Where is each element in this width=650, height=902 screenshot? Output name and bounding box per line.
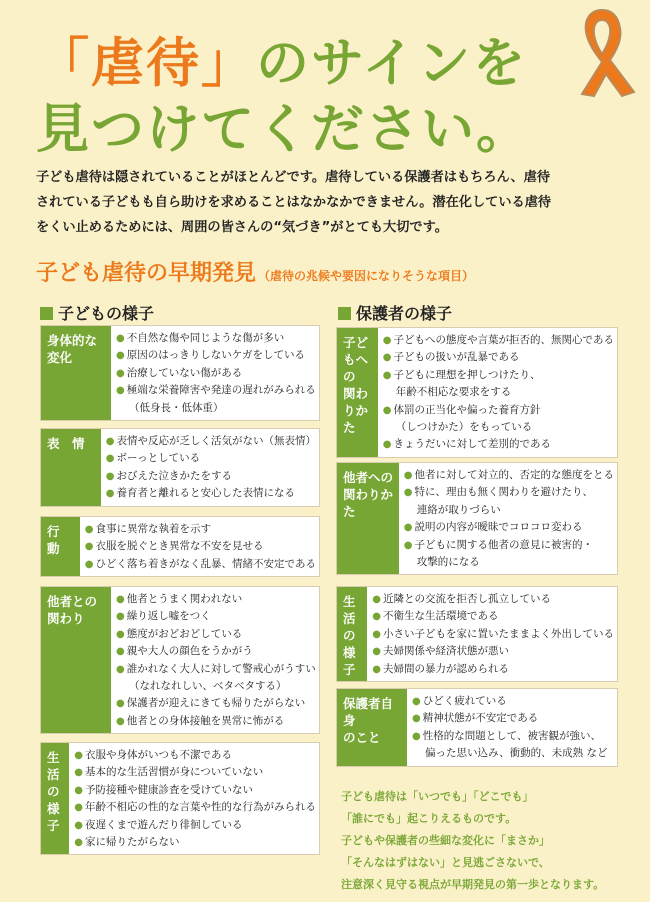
list-item-text: 子どもに関する他者の意見に被害的・ [414,538,593,551]
subheading-main: 子ども虐待の早期発見 [36,261,257,286]
subheading-note: （虐待の兆候や要因になりそうな項目） [258,269,475,283]
guardians-heading-label: 保護者の様子 [356,304,453,323]
bullet-icon: ● [382,369,392,381]
square-bullet-icon [40,307,53,320]
intro-line: をくい止めるためには、周囲の皆さんの“気づき”がとても大切です。 [36,220,448,235]
list-item-text: （なれなれしい、ベタベタする） [129,680,287,693]
list-item [106,450,316,467]
bullet-icon: ● [74,819,83,831]
bullet-icon: ● [372,611,381,623]
bullet-icon: ● [403,487,413,499]
list-item-text: 攻撃的になる [416,556,480,569]
list-item [74,817,316,834]
children-section [40,742,320,855]
list-item [116,626,316,643]
list-item [372,626,614,643]
section-item-list [407,689,610,766]
title-bracket-open: 「 [36,33,91,94]
guardians-section [336,586,618,682]
list-item-text: 近隣との交流を拒否し孤立している [383,593,551,605]
list-item-text: 子どもに理想を押しつけたり、 [393,368,541,381]
list-item-text: 基本的な生活習慣が身についていない [85,766,264,779]
intro-line: されている子どもも自ら助けを求めることはなかなかできません。潜在化している虐待 [36,195,552,210]
list-item-text: 偏った思い込み、衝動的、未成熟 など [425,747,608,760]
list-item-text: 態度がおどおどしている [126,627,243,640]
section-item-list [101,429,319,506]
page-title-line2: 見つけてください。 [36,99,531,160]
list-item-text: 他者に対して対立的、否定的な態度をとる [414,469,614,481]
list-item-text: おびえた泣きかたをする [116,469,232,482]
list-item [404,519,614,536]
section-label: 他者への 関わりかた [337,463,399,574]
closing-message [341,786,604,896]
bullet-icon: ● [116,698,125,710]
intro-line: 子ども虐待は隠されていることがほとんどです。虐待している保護者はもちろん、虐待 [36,170,551,185]
bullet-icon: ● [382,404,392,416]
section-label: 身体的な 変化 [41,326,111,420]
list-item [412,728,607,745]
list-item-text: 表情や反応が乏しく活気がない（無表情） [116,435,316,447]
bullet-icon: ● [412,730,421,742]
guardians-column-heading [338,301,452,324]
list-item-text: 夜遅くまで遊んだり徘徊している [85,818,243,831]
list-item [116,713,316,730]
section-item-list [69,743,319,854]
children-section [40,516,320,577]
bullet-icon: ● [382,439,392,451]
list-item [85,538,316,555]
list-item-text: 精神状態が不安定である [422,712,539,725]
bullet-icon: ● [105,436,115,447]
bullet-icon: ● [105,453,115,465]
bullet-icon: ● [372,594,381,605]
list-item-text: 予防接種や健康診査を受けていない [85,783,253,796]
title-accent-word: 虐待 [91,33,201,94]
list-item [372,661,614,678]
list-item [74,834,316,851]
title-line1-rest: のサインを [256,33,528,94]
section-label: 生活の 様子 [41,743,69,854]
list-item [85,521,316,538]
section-item-list [111,326,319,420]
bullet-icon: ● [116,611,125,623]
bullet-icon: ● [382,335,392,346]
bullet-icon: ● [382,352,392,364]
list-item [404,537,614,554]
list-item-text: ボーっとしている [116,452,201,465]
closing-line: 子どもや保護者の些細な変化に「まさか」 [341,834,550,847]
list-item [116,678,316,695]
title-bracket-close: 」 [201,33,256,94]
list-item [74,799,316,816]
guardians-section [336,688,618,767]
list-item-text: 衣服や身体がいつも不潔である [85,749,232,761]
list-item-text: 年齢不相応な要求をする [395,386,512,399]
bullet-icon: ● [116,385,125,397]
list-item [412,710,607,727]
bullet-icon: ● [372,663,381,675]
section-item-list [378,328,617,457]
list-item [412,745,607,762]
list-item [372,643,614,660]
list-item [116,695,316,712]
list-item-text: 不自然な傷や同じような傷が多い [126,332,285,344]
list-item [404,554,614,571]
list-item [116,400,316,417]
list-item [85,556,316,573]
list-item-text: （しつけかた）をもっている [395,421,533,434]
list-item [116,330,316,347]
list-item [116,661,316,678]
list-item [116,382,316,399]
children-section [40,428,320,507]
list-item [404,502,614,519]
list-item [116,591,316,608]
list-item [74,764,316,781]
children-section [40,586,320,734]
list-item-text: 食事に異常な執着を示す [95,523,211,535]
list-item-text: 繰り返し嘘をつく [126,610,211,623]
list-item [404,484,614,501]
closing-line: 「そんなはずはない」と見逃ごさないで、 [341,856,550,869]
list-item [383,384,614,401]
list-item [412,693,607,710]
bullet-icon: ● [116,333,125,344]
list-item [116,643,316,660]
bullet-icon: ● [116,715,125,727]
list-item-text: 不衛生な生活環境である [383,610,499,623]
bullet-icon: ● [372,646,381,658]
list-item-text: 年齢不相応の性的な言葉や性的な行為がみられる [85,801,316,814]
list-item [372,608,614,625]
list-item-text: 夫婦間の暴力が認められる [383,662,509,675]
guardians-section [336,327,618,458]
section-item-list [367,587,617,681]
early-detection-heading [36,256,474,287]
bullet-icon: ● [74,767,83,779]
closing-line: 「誰にでも」起こりえるものです。 [341,812,517,825]
list-item-text: 連絡が取りづらい [416,503,501,516]
list-item-text: 誰かれなく大人に対して警戒心がうすい [126,662,316,675]
list-item [404,467,614,484]
list-item [106,468,316,485]
list-item-text: 親や大人の顔色をうかがう [126,645,253,658]
list-item-text: 説明の内容が曖昧でコロコロ変わる [414,521,583,534]
bullet-icon: ● [403,522,413,534]
list-item-text: 子どもへの態度や言葉が拒否的、無関心である [393,334,614,346]
list-item [383,419,614,436]
list-item-text: 体罰の正当化や偏った養育方針 [393,403,541,416]
awareness-ribbon-icon [560,4,644,98]
bullet-icon: ● [84,541,94,553]
guardians-section [336,462,618,575]
bullet-icon: ● [105,488,115,500]
bullet-icon: ● [412,713,421,725]
list-item [383,402,614,419]
section-item-list [111,587,319,733]
list-item-text: 他者とうまく関われない [126,593,243,605]
bullet-icon: ● [403,539,413,551]
bullet-icon: ● [116,628,125,640]
list-item-text: 他者との身体接触を異常に怖がる [126,714,285,727]
list-item [116,365,316,382]
list-item [106,485,316,502]
list-item [383,349,614,366]
closing-line: 子ども虐待は「いつでも」「どこでも」 [341,790,534,803]
bullet-icon: ● [116,350,125,362]
list-item-text: 衣服を脱ぐとき異常な不安を見せる [95,540,264,553]
list-item [74,782,316,799]
bullet-icon: ● [116,646,125,658]
list-item [372,591,614,608]
bullet-icon: ● [372,628,381,640]
children-heading-label: 子どもの様子 [58,304,155,323]
section-item-list [399,463,617,574]
list-item-text: 小さい子どもを家に置いたままよく外出している [383,627,614,640]
list-item-text: 家に帰りたがらない [85,836,180,849]
list-item-text: 特に、理由も無く関わりを避けたり、 [414,486,593,499]
list-item-text: 原因のはっきりしないケガをしている [126,349,306,362]
bullet-icon: ● [74,784,83,796]
list-item-text: 治療していない傷がある [126,366,243,379]
list-item [74,747,316,764]
bullet-icon: ● [403,470,413,481]
list-item [106,433,316,450]
list-item-text: ひどく疲れている [422,695,507,707]
list-item-text: 性格的な問題として、被害観が強い、 [422,729,602,742]
bullet-icon: ● [116,663,125,675]
closing-line: 注意深く見守る視点が早期発見の第一歩となります。 [341,878,605,891]
bullet-icon: ● [412,696,421,707]
bullet-icon: ● [74,750,83,761]
list-item-text: 保護者が迎えにきても帰りたがらない [126,697,306,710]
bullet-icon: ● [84,524,94,535]
list-item [383,367,614,384]
list-item [383,332,614,349]
list-item [116,347,316,364]
list-item-text: 子どもの扱いが乱暴である [393,351,520,364]
list-item-text: （低身長・低体重） [129,401,224,414]
list-item [383,436,614,453]
page-title-line1 [36,34,527,94]
children-column-heading [40,301,154,324]
children-section [40,325,320,421]
list-item-text: 養育者と離れると安心した表情になる [116,487,295,500]
list-item [116,608,316,625]
square-bullet-icon [338,307,351,320]
intro-text [36,165,621,240]
bullet-icon: ● [74,802,83,814]
bullet-icon: ● [84,558,94,570]
list-item-text: ひどく落ち着きがなく乱暴、情緒不安定である [95,557,316,570]
section-label: 行 動 [41,517,80,576]
bullet-icon: ● [105,470,115,482]
list-item-text: 極端な栄養障害や発達の遅れがみられる [126,384,316,397]
section-label: 表 情 [41,429,101,506]
section-label: 保護者自身 のこと [337,689,407,766]
bullet-icon: ● [74,837,83,849]
section-label: 生活の様子 [337,587,367,681]
bullet-icon: ● [116,367,125,379]
section-label: 子どもへの 関わりかた [337,328,378,457]
section-label: 他者との 関わり [41,587,111,733]
section-item-list [80,517,319,576]
list-item-text: 夫婦関係や経済状態が悪い [383,645,509,658]
bullet-icon: ● [116,594,125,605]
list-item-text: きょうだいに対して差別的である [393,438,551,451]
